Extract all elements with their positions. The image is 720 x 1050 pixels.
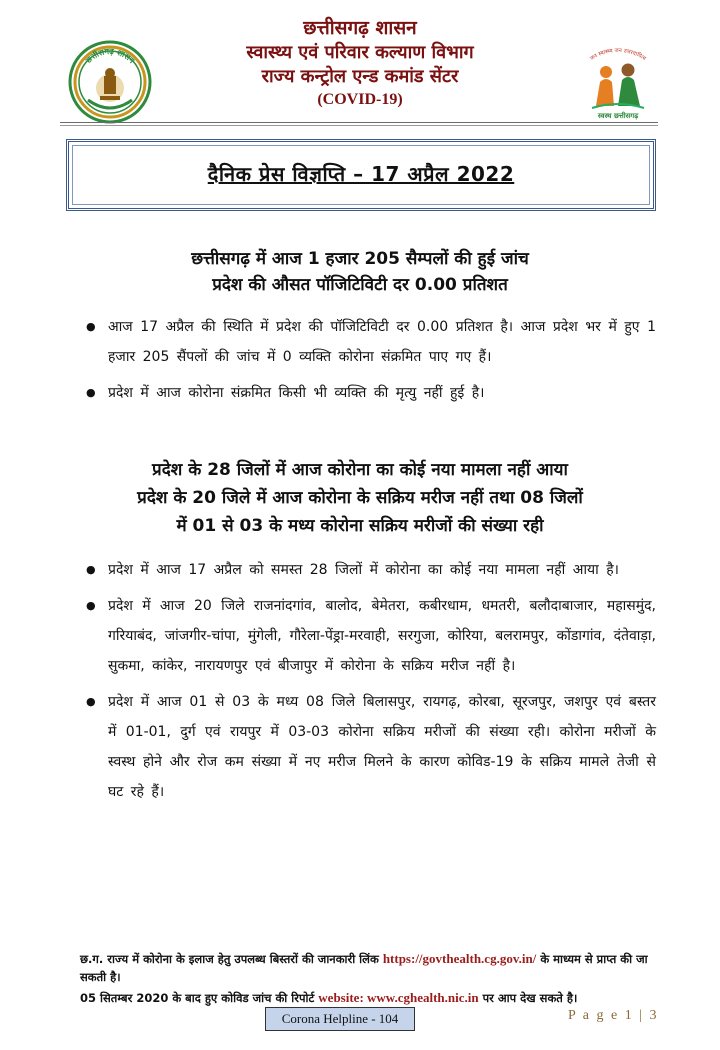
list-item: ● प्रदेश में आज 17 अप्रैल को समस्त 28 जिलों में कोरोना का कोई नया मामला नहीं आया है।: [108, 555, 656, 585]
swasth-chhattisgarh-logo-icon: [572, 42, 664, 122]
footer-text: के माध्यम से प्राप्त की जा सकती है।: [80, 952, 648, 984]
department-state: छत्तीसगढ़ शासन: [303, 17, 417, 39]
header-divider: [60, 122, 658, 123]
swasth-caption: स्वस्थ छत्तीसगढ़: [597, 112, 639, 120]
header-divider: [60, 125, 658, 126]
page-label: P a g e: [568, 1008, 620, 1023]
govthealth-link[interactable]: https://govthealth.cg.gov.in/: [382, 951, 537, 966]
chhattisgarh-emblem-icon: [68, 40, 152, 124]
footer-note-report: [80, 989, 658, 1007]
list-item: ● प्रदेश में आज 20 जिले राजनांदगांव, बालोद, बेमेतरा, कबीरधाम, धमतरी, बलौदाबाजार, महासमुंद, गरियाबंद, जांजगीर-चांपा, मुंगेली, गौरेला-पेंड्रा-मरवाही, सरगुजा, कोरिया, बलरामपुर, कोंडागांव, दंतेवाड़ा, सुकमा, कांकेर, नारायणपुर एवं बीजापुर में कोरोना के सक्रिय मरीज नहीं है।: [108, 591, 656, 681]
bullet-list: [108, 312, 656, 414]
list-item: ● आज 17 अप्रैल की स्थिति में प्रदेश की पॉजिटिविटी दर 0.00 प्रतिशत है। आज प्रदेश भर में हुए 1 हजार 205 सैंपलों की जांच में 0 व्यक्ति कोरोना संक्रमित पाए गए हैं।: [108, 312, 656, 372]
cghealth-link[interactable]: website: www.cghealth.nic.in: [318, 990, 479, 1005]
list-item: ● प्रदेश में आज 01 से 03 के मध्य 08 जिले बिलासपुर, रायगढ़, कोरबा, सूरजपुर, जशपुर एवं बस्तर में 01-01, दुर्ग एवं रायपुर में 03-03 कोरोना सक्रिय मरीजों की संख्या रही। कोरोना मरीजों के स्वस्थ होने और रोज कम संख्या में नए मरीज मिलने के कारण कोविड-19 के सक्रिय मामले तेजी से घट रहे हैं।: [108, 687, 656, 807]
press-release-title: दैनिक प्रेस विज्ञप्ति – 17 अप्रैल 2022: [207, 162, 515, 186]
headline-districts: [60, 456, 660, 540]
svg-text:जन स्वास्थ्य जन उत्तरदायित्व: [589, 48, 647, 63]
headline-line: प्रदेश के 20 जिले में आज कोरोना के सक्रिय मरीज नहीं तथा 08 जिलों: [137, 488, 583, 508]
footer-note-beds: [80, 950, 658, 986]
control-centre-name: राज्य कन्ट्रोल एन्ड कमांड सेंटर: [261, 66, 459, 87]
headline-line: प्रदेश के 28 जिलों में आज कोरोना का कोई नया मामला नहीं आया: [152, 460, 568, 480]
covid-label: (COVID-19): [317, 91, 403, 108]
headline-line: में 01 से 03 के मध्य कोरोना सक्रिय मरीजों की संख्या रही: [176, 516, 544, 536]
headline-line: छत्तीसगढ़ में आज 1 हजार 205 सैम्पलों की हुई जांच: [191, 249, 529, 269]
page-number: P a g e 1 | 3: [568, 1008, 659, 1023]
headline-line: प्रदेश की औसत पॉजिटिविटी दर 0.00 प्रतिशत: [212, 275, 508, 295]
helpline-box: Corona Helpline - 104: [265, 1007, 415, 1031]
page-current: 1: [624, 1008, 634, 1023]
page-total: 3: [649, 1008, 659, 1023]
footer-text: पर आप देख सकते है।: [482, 991, 578, 1005]
footer-text: छ.ग. राज्य में कोरोना के इलाज हेतु उपलब्ध बिस्तरों की जानकारी लिंक: [80, 952, 379, 966]
footer-text: 05 सितम्बर 2020 के बाद हुए कोविड जांच की रिपोर्ट: [80, 991, 315, 1005]
title-box: [66, 139, 656, 211]
emblem-arc-text: छत्तीसगढ़ शासन: [83, 46, 137, 66]
swasth-arc-text: जन स्वास्थ्य जन उत्तरदायित्व: [589, 47, 647, 63]
bullet-list: [108, 555, 656, 813]
letterhead: [0, 0, 720, 125]
department-name: स्वास्थ्य एवं परिवार कल्याण विभाग: [246, 42, 474, 63]
list-item: ● प्रदेश में आज कोरोना संक्रमित किसी भी व्यक्ति की मृत्यु नहीं हुई है।: [108, 378, 656, 408]
headline-samples: [60, 246, 660, 298]
